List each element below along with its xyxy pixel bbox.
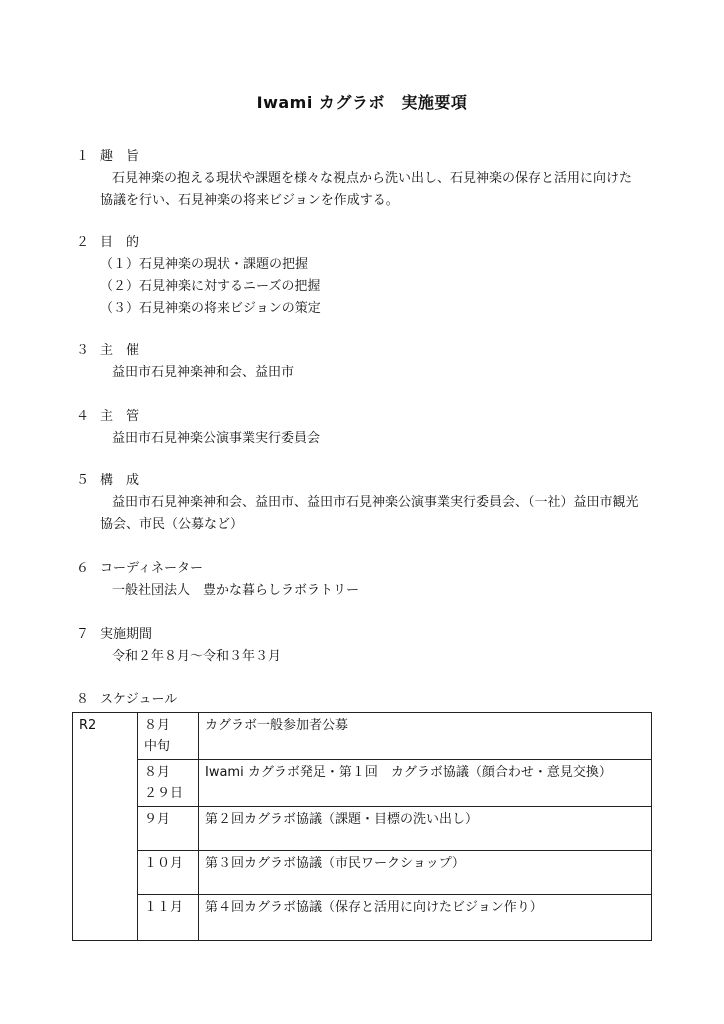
section-line: 石見神楽の抱える現状や課題を様々な視点から洗い出し、石見神楽の保存と活用に向けた — [112, 171, 633, 186]
section-number: ４ — [76, 409, 90, 424]
section-heading — [76, 624, 676, 646]
section-number: ２ — [76, 235, 90, 250]
section-title: 趣 旨 — [100, 149, 140, 164]
section-heading — [76, 406, 676, 428]
section-objectives — [76, 232, 676, 320]
date-month: １１月 — [144, 900, 184, 915]
section-body: 益田市石見神楽神和会、益田市 — [112, 365, 295, 380]
table-row — [73, 807, 652, 851]
section-heading — [76, 232, 676, 254]
schedule-table — [72, 712, 652, 941]
section-heading — [76, 470, 676, 492]
section-purpose — [76, 146, 676, 212]
section-number: ３ — [76, 343, 90, 358]
section-title: 目 的 — [100, 235, 140, 250]
date-cell — [138, 851, 199, 895]
section-title: 主 管 — [100, 409, 140, 424]
table-row — [73, 760, 652, 807]
section-title: 主 催 — [100, 343, 140, 358]
date-day: 中旬 — [144, 739, 171, 754]
section-title: スケジュール — [100, 692, 178, 707]
section-coordinator — [76, 558, 676, 602]
section-number: １ — [76, 149, 90, 164]
list-item: （１）石見神楽の現状・課題の把握 — [100, 257, 309, 272]
section-line: 益田市石見神楽神和会、益田市、益田市石見神楽公演事業実行委員会、（一社）益田市観光 — [112, 495, 639, 510]
section-body: 令和２年８月～令和３年３月 — [112, 649, 282, 664]
section-title: コーディネーター — [100, 561, 203, 576]
section-management — [76, 406, 676, 450]
list-item: （２）石見神楽に対するニーズの把握 — [100, 279, 321, 294]
section-number: ５ — [76, 473, 90, 488]
table-row — [73, 895, 652, 941]
description-cell: 第４回カグラボ協議（保存と活用に向けたビジョン作り） — [199, 895, 652, 941]
date-month: ９月 — [144, 812, 171, 827]
description-cell: Iwami カグラボ発足・第１回 カグラボ協議（顔合わせ・意見交換） — [199, 760, 652, 807]
section-heading — [76, 689, 676, 711]
description-cell: 第２回カグラボ協議（課題・目標の洗い出し） — [199, 807, 652, 851]
section-body: 一般社団法人 豊かな暮らしラボラトリー — [112, 583, 360, 598]
section-number: ７ — [76, 627, 90, 642]
date-month: １０月 — [144, 856, 184, 871]
section-organizer — [76, 340, 676, 384]
section-title: 実施期間 — [100, 627, 153, 642]
section-period — [76, 624, 676, 668]
date-cell — [138, 895, 199, 941]
section-composition — [76, 470, 676, 536]
section-heading — [76, 146, 676, 168]
description-cell: カグラボ一般参加者公募 — [199, 713, 652, 760]
table-row — [73, 713, 652, 760]
section-heading — [76, 340, 676, 362]
section-body: 益田市石見神楽公演事業実行委員会 — [112, 431, 321, 446]
date-cell — [138, 713, 199, 760]
year-cell: R2 — [73, 713, 138, 941]
date-month: ８月 — [144, 765, 171, 780]
date-day: ２９日 — [144, 786, 184, 801]
section-title: 構 成 — [100, 473, 140, 488]
date-cell — [138, 807, 199, 851]
date-month: ８月 — [144, 718, 171, 733]
section-number: ６ — [76, 561, 90, 576]
section-line: 協議を行い、石見神楽の将来ビジョンを作成する。 — [100, 193, 399, 208]
page-title: Iwami カグラボ 実施要項 — [256, 93, 468, 112]
table-row — [73, 851, 652, 895]
list-item: （３）石見神楽の将来ビジョンの策定 — [100, 301, 321, 316]
date-cell — [138, 760, 199, 807]
section-schedule — [76, 689, 676, 711]
section-heading — [76, 558, 676, 580]
description-cell: 第３回カグラボ協議（市民ワークショップ） — [199, 851, 652, 895]
section-number: ８ — [76, 692, 90, 707]
section-line: 協会、市民（公募など） — [100, 517, 244, 532]
